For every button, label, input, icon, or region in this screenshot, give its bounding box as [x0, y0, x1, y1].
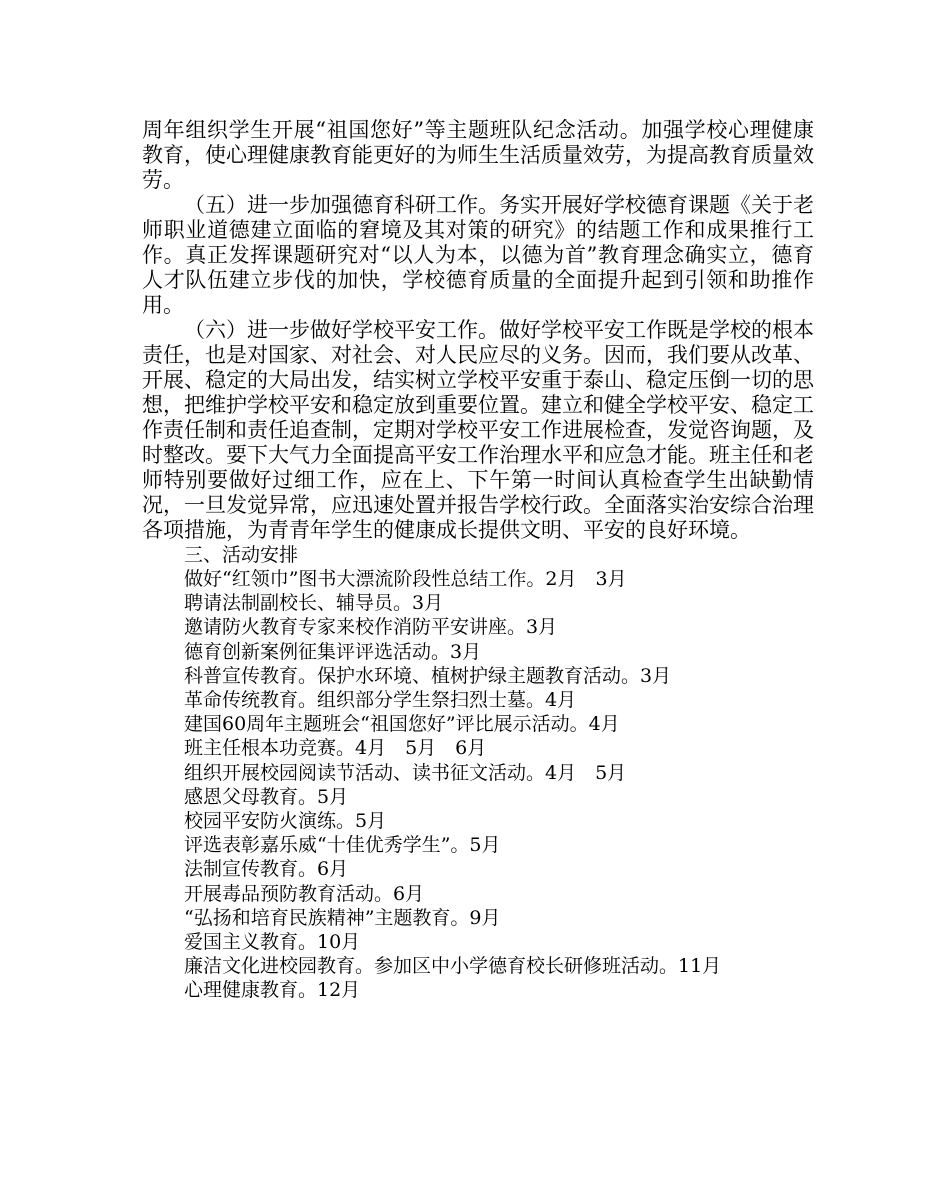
activity-item: 建国60周年主题班会“祖国您好”评比展示活动。4月	[184, 713, 620, 736]
activity-item: 感恩父母教育。5月	[184, 785, 349, 808]
activity-item: 革命传统教育。组织部分学生祭扫烈士墓。4月	[184, 689, 577, 712]
activity-item: 班主任根本功竞赛。4月 5月 6月	[184, 737, 487, 760]
section-heading-activities: 三、活动安排	[184, 544, 299, 566]
activity-item: 做好“红领巾”图书大漂流阶段性总结工作。2月 3月	[184, 568, 627, 590]
activity-item: 爱国主义教育。10月	[184, 931, 361, 954]
paragraph-school-safety: （六）进一步做好学校平安工作。做好学校平安工作既是学校的根本责任，也是对国家、对社会、对人民应尽的义务。因而，我们要从改革、开展、稳定的大局出发，结实树立学校平安重于泰山、稳定压倒一切的思想，把维护学校平安和稳定放到重要位置。建立和健全学校平安、稳定工作责任制和责任追查制，定期对学校平安工作进展检查，发觉咨询题，及时整改。要下大气力全面提高平安工作治理水平和应急才能。班主任和老师特别要做好过细工作，应在上、下午第一时间认真检查学生出缺勤情况，一旦发觉异常，应迅速处置并报告学校行政。全面落实治安综合治理各项措施，为青青年学生的健康成长提供文明、平安的良好环境。	[142, 318, 814, 542]
activity-item: 评选表彰嘉乐威“十佳优秀学生”。5月	[184, 834, 501, 857]
activity-item: 心理健康教育。12月	[184, 979, 361, 1002]
paragraph-moral-research: （五）进一步加强德育科研工作。务实开展好学校德育课题《关于老师职业道德建立面临的窘境及其对策的研究》的结题工作和成果推行工作。真正发挥课题研究对“以人为本，以德为首”教育理念确实立，德育人才队伍建立步伐的加快，学校德育质量的全面提升起到引领和助推作用。	[142, 193, 814, 317]
activity-item: 德育创新案例征集评评选活动。3月	[184, 640, 482, 663]
activity-item: 组织开展校园阅读节活动、读书征文活动。4月 5月	[184, 761, 627, 784]
activity-item: 邀请防火教育专家来校作消防平安讲座。3月	[184, 616, 558, 639]
activity-item: 科普宣传教育。保护水环境、植树护绿主题教育活动。3月	[184, 664, 672, 687]
activity-item: 开展毒品预防教育活动。6月	[184, 882, 425, 905]
paragraph-intro: 周年组织学生开展“祖国您好”等主题班队纪念活动。加强学校心理健康教育，使心理健康教育能更好的为师生生活质量效劳，为提高教育质量效劳。	[142, 118, 814, 192]
document-page	[142, 118, 814, 1003]
activity-item: 法制宣传教育。6月	[184, 858, 349, 881]
activity-list	[142, 567, 814, 1003]
activity-item: 校园平安防火演练。5月	[184, 810, 387, 833]
activity-item: 廉洁文化进校园教育。参加区中小学德育校长研修班活动。11月	[184, 955, 722, 978]
activity-item: 聘请法制副校长、辅导员。3月	[184, 592, 444, 615]
activity-item: “弘扬和培育民族精神”主题教育。9月	[184, 906, 501, 929]
